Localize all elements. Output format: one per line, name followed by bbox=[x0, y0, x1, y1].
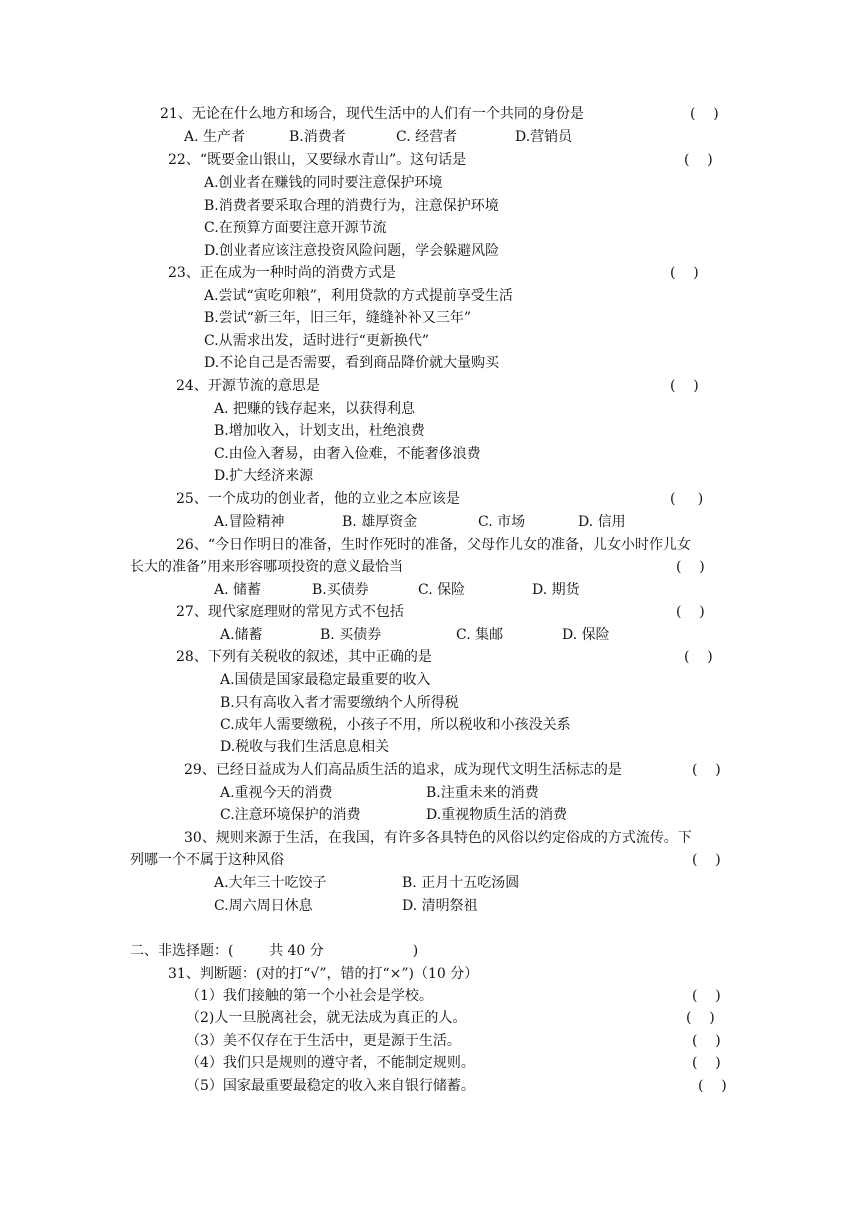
q31-item-4: （4）我们只是规则的遵守者，不能制定规则。 bbox=[186, 1055, 475, 1071]
q29-option-b: B.注重未来的消费 bbox=[426, 785, 539, 801]
q23-stem: 23、正在成为一种时尚的消费方式是 bbox=[168, 265, 396, 281]
q21-option-b: B.消费者 bbox=[289, 129, 346, 145]
q30-option-c: C.周六周日休息 bbox=[214, 898, 313, 914]
q29-option-c: C.注意环境保护的消费 bbox=[220, 807, 361, 823]
q25-stem: 25、一个成功的创业者，他的立业之本应该是 bbox=[176, 491, 460, 507]
q30-option-b: B. 正月十五吃汤圆 bbox=[402, 875, 520, 891]
q23-option-c: C.从需求出发，适时进行“更新换代” bbox=[204, 333, 429, 349]
q29-stem: 29、已经日益成为人们高品质生活的追求，成为现代文明生活标志的是 bbox=[184, 762, 622, 778]
q24-option-b: B.增加收入，计划支出，杜绝浪费 bbox=[214, 423, 425, 439]
q30-stem: 30、规则来源于生活，在我国，有许多各具特色的风俗以约定俗成的方式流传。下 bbox=[184, 830, 692, 846]
q24-option-d: D.扩大经济来源 bbox=[214, 468, 314, 484]
q30-option-d: D. 清明祭祖 bbox=[402, 898, 478, 914]
q26-stem: 26、“今日作明日的准备，生时作死时的准备，父母作儿女的准备，儿女小时作儿女 bbox=[176, 537, 691, 553]
q23-option-d: D.不论自己是否需要，看到商品降价就大量购买 bbox=[204, 355, 500, 371]
q25-answer-paren[interactable]: ( ) bbox=[670, 491, 704, 507]
q26-answer-paren[interactable]: ( ) bbox=[676, 559, 705, 575]
q21-option-a: A. 生产者 bbox=[184, 129, 246, 145]
q26-option-b: B.买债券 bbox=[312, 582, 369, 598]
q23-answer-paren[interactable]: ( ) bbox=[670, 265, 699, 281]
q21-answer-paren[interactable]: ( ) bbox=[690, 106, 719, 122]
q26-option-c: C. 保险 bbox=[418, 582, 466, 598]
q31-item-5: （5）国家最重要最稳定的收入来自银行储蓄。 bbox=[186, 1078, 475, 1094]
q28-stem: 28、下列有关税收的叙述，其中正确的是 bbox=[176, 649, 432, 665]
q28-option-c: C.成年人需要缴税，小孩子不用，所以税收和小孩没关系 bbox=[220, 717, 571, 733]
q25-option-d: D. 信用 bbox=[578, 514, 626, 530]
q31-item-4-paren[interactable]: ( ) bbox=[692, 1055, 721, 1071]
q25-option-c: C. 市场 bbox=[478, 514, 526, 530]
q27-stem: 27、现代家庭理财的常见方式不包括 bbox=[176, 604, 404, 620]
q31-item-2: （2)人一旦脱离社会，就无法成为真正的人。 bbox=[186, 1010, 467, 1026]
q25-option-a: A.冒险精神 bbox=[214, 514, 285, 530]
q21-option-c: C. 经营者 bbox=[396, 129, 458, 145]
q31-item-2-paren[interactable]: ( ) bbox=[686, 1010, 715, 1026]
q22-option-d: D.创业者应该注意投资风险问题，学会躲避风险 bbox=[204, 243, 500, 259]
q29-option-d: D.重视物质生活的消费 bbox=[426, 807, 568, 823]
q31-item-1-paren[interactable]: ( ) bbox=[692, 988, 721, 1004]
q29-answer-paren[interactable]: ( ) bbox=[692, 762, 721, 778]
q21-stem: 21、无论在什么地方和场合，现代生活中的人们有一个共同的身份是 bbox=[160, 106, 584, 122]
q22-option-a: A.创业者在赚钱的同时要注意保护环境 bbox=[204, 175, 443, 191]
q29-option-a: A.重视今天的消费 bbox=[220, 785, 333, 801]
q24-stem: 24、开源节流的意思是 bbox=[176, 378, 320, 394]
q26-option-a: A. 储蓄 bbox=[214, 582, 262, 598]
q23-option-a: A.尝试“寅吃卯粮”，利用贷款的方式提前享受生活 bbox=[204, 288, 513, 304]
q27-option-d: D. 保险 bbox=[562, 627, 610, 643]
q27-answer-paren[interactable]: ( ) bbox=[676, 604, 705, 620]
q27-option-b: B. 买债券 bbox=[320, 627, 382, 643]
q26-option-d: D. 期货 bbox=[532, 582, 580, 598]
q26-stem-continued: 长大的准备”用来形容哪项投资的意义最恰当 bbox=[130, 559, 404, 575]
section2-heading: 二、非选择题：( 共 40 分 ) bbox=[130, 943, 419, 959]
q24-answer-paren[interactable]: ( ) bbox=[670, 378, 699, 394]
q28-option-b: B.只有高收入者才需要缴纳个人所得税 bbox=[220, 695, 459, 711]
q30-option-a: A.大年三十吃饺子 bbox=[214, 875, 327, 891]
q31-item-3: （3）美不仅存在于生活中，更是源于生活。 bbox=[186, 1033, 461, 1049]
q30-answer-paren[interactable]: ( ) bbox=[692, 852, 721, 868]
q22-answer-paren[interactable]: ( ) bbox=[684, 152, 713, 168]
q22-option-c: C.在预算方面要注意开源节流 bbox=[204, 220, 387, 236]
q25-option-b: B. 雄厚资金 bbox=[342, 514, 418, 530]
q23-option-b: B.尝试“新三年，旧三年，缝缝补补又三年” bbox=[204, 310, 472, 326]
q30-stem-continued: 列哪一个不属于这种风俗 bbox=[130, 852, 284, 868]
q31-item-3-paren[interactable]: ( ) bbox=[692, 1033, 721, 1049]
q28-answer-paren[interactable]: ( ) bbox=[684, 649, 713, 665]
q22-stem: 22、“既要金山银山，又要绿水青山”。这句话是 bbox=[168, 152, 467, 168]
q24-option-c: C.由俭入奢易，由奢入俭难，不能奢侈浪费 bbox=[214, 446, 481, 462]
q31-stem: 31、判断题：(对的打“√”，错的打“×”)（10 分） bbox=[168, 966, 479, 982]
q24-option-a: A. 把赚的钱存起来，以获得利息 bbox=[214, 401, 416, 417]
q27-option-c: C. 集邮 bbox=[456, 627, 504, 643]
q27-option-a: A.储蓄 bbox=[220, 627, 263, 643]
q28-option-d: D.税收与我们生活息息相关 bbox=[220, 739, 390, 755]
q21-option-d: D.营销员 bbox=[515, 129, 573, 145]
q31-item-1: （1）我们接触的第一个小社会是学校。 bbox=[186, 988, 433, 1004]
q28-option-a: A.国债是国家最稳定最重要的收入 bbox=[220, 672, 431, 688]
q31-item-5-paren[interactable]: ( ) bbox=[698, 1078, 727, 1094]
q22-option-b: B.消费者要采取合理的消费行为，注意保护环境 bbox=[204, 198, 499, 214]
